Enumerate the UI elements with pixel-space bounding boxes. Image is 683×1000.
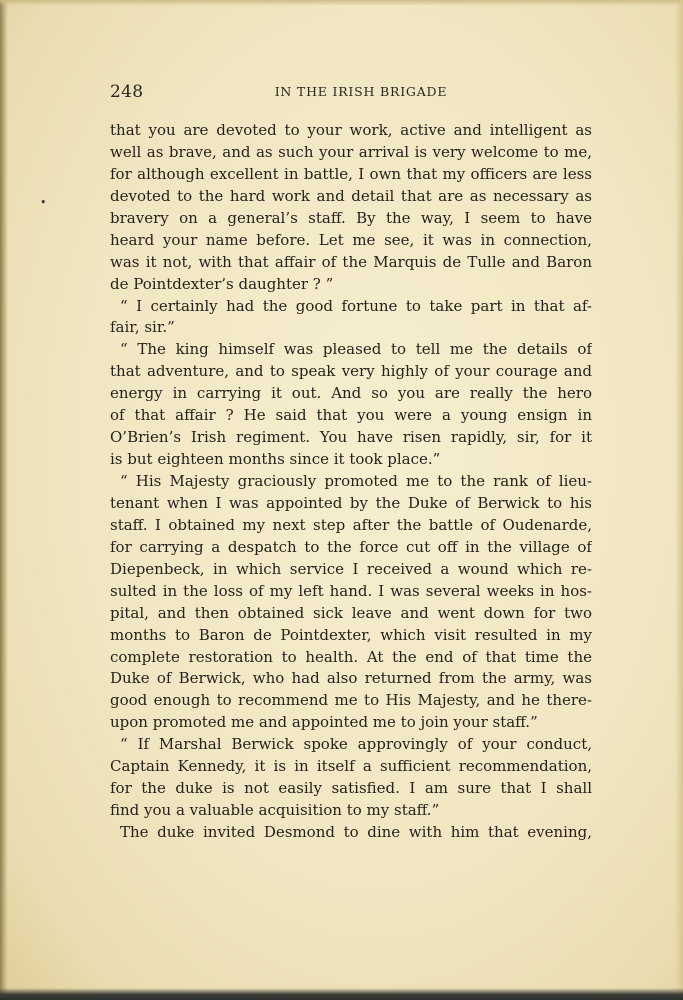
- text-line: Diepenbeck, in which service I received a wound which re-: [110, 559, 592, 578]
- page-header: [110, 82, 592, 104]
- text-line: pital, and then obtained sick leave and went down for two: [110, 603, 592, 622]
- text-line: “ I certainly had the good fortune to take part in that af-: [120, 296, 592, 315]
- text-line: good enough to recommend me to His Majesty, and he there-: [110, 691, 592, 710]
- text-line: staff. I obtained my next step after the battle of Oudenarde,: [110, 515, 592, 534]
- text-line: well as brave, and as such your arrival is very welcome to me,: [110, 142, 592, 161]
- text-line: complete restoration to health. At the end of that time the: [110, 647, 592, 666]
- text-line: de Pointdexter’s daughter ? ”: [110, 274, 334, 293]
- text-line: Duke of Berwick, who had also returned from the army, was: [110, 669, 592, 688]
- text-line: that you are devoted to your work, active and intelligent as: [110, 121, 592, 139]
- text-line: upon promoted me and appointed me to join your staff.”: [110, 713, 538, 732]
- page-binding-edge: [0, 0, 8, 1000]
- text-line: was it not, with that affair of the Marquis de Tulle and Baron: [110, 252, 592, 271]
- text-line: tenant when I was appointed by the Duke of Berwick to his: [110, 493, 592, 512]
- text-line: for carrying a despatch to the force cut off in the village of: [110, 537, 592, 556]
- text-line: devoted to the hard work and detail that are as necessary as: [110, 186, 592, 205]
- text-line: find you a valuable acquisition to my staff.”: [110, 801, 440, 820]
- text-line: is but eighteen months since it took place.”: [110, 450, 441, 469]
- text-line: sulted in the loss of my left hand. I was several weeks in hos-: [110, 581, 592, 600]
- text-line: energy in carrying it out. And so you are really the hero: [110, 384, 592, 403]
- text-line: Captain Kennedy, it is in itself a sufficient recommendation,: [110, 757, 592, 776]
- text-line: “ If Marshal Berwick spoke approvingly of your conduct,: [120, 735, 592, 754]
- running-head: IN THE IRISH BRIGADE: [274, 84, 448, 99]
- text-line: for although excellent in battle, I own that my officers are less: [110, 164, 592, 183]
- page-top-edge: [0, 0, 683, 6]
- text-line: The duke invited Desmond to dine with him that evening,: [120, 823, 592, 841]
- page-right-edge: [675, 0, 683, 1000]
- text-line: bravery on a general’s staff. By the way, I seem to have: [110, 208, 592, 227]
- text-line: months to Baron de Pointdexter, which visit resulted in my: [110, 625, 592, 644]
- page-number: 248: [110, 82, 144, 102]
- text-line: fair, sir.”: [110, 318, 175, 337]
- margin-mark: •: [40, 196, 47, 209]
- text-line: that adventure, and to speak very highly of your courage and: [110, 362, 592, 381]
- text-line: of that affair ? He said that you were a young ensign in: [110, 406, 592, 425]
- page-bottom-edge: [0, 988, 683, 1000]
- body-text: [110, 120, 592, 844]
- text-line: for the duke is not easily satisfied. I am sure that I shall: [110, 779, 592, 798]
- text-line: heard your name before. Let me see, it was in connection,: [110, 230, 592, 249]
- text-line: O’Brien’s Irish regiment. You have risen rapidly, sir, for it: [110, 428, 592, 447]
- text-line: “ The king himself was pleased to tell me the details of: [120, 340, 592, 359]
- text-line: “ His Majesty graciously promoted me to the rank of lieu-: [120, 472, 592, 490]
